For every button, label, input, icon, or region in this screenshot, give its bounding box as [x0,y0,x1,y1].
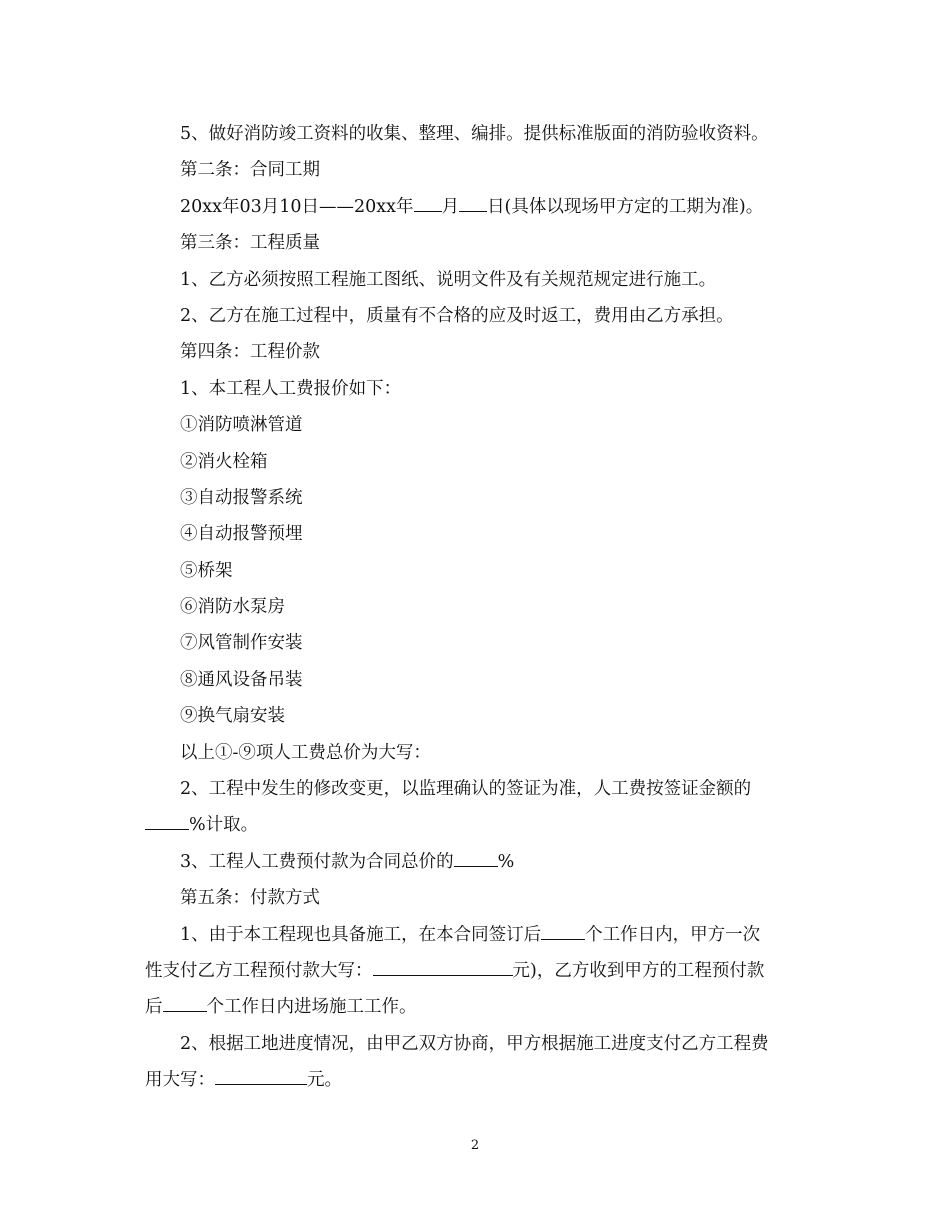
payment-1-text-e: 后 [145,997,163,1018]
document-body [145,116,810,1099]
price-list-item-4: ④自动报警预埋 [180,524,303,545]
payment-clause-1-line-3 [145,989,810,1025]
advance-amount-blank [373,960,513,976]
price-clause-1: 1、本工程人工费报价如下： [180,378,402,399]
price-list-item-6: ⑥消防水泵房 [180,597,285,618]
payment-2-text-c: 元。 [307,1070,342,1091]
price-list-item-8: ⑧通风设备吊装 [180,669,303,690]
price-clause-2: 2、工程中发生的修改变更，以监理确认的签证为准，人工费按签证金额的 [180,779,752,800]
price-list-item-1: ①消防喷淋管道 [180,415,303,436]
price-list-item-7: ⑦风管制作安装 [180,633,303,654]
price-list-item-2: ②消火栓箱 [180,451,268,472]
price-clause-3 [145,844,810,880]
price-list-item-5: ⑤桥架 [180,560,233,581]
payment-1-text-a: 1、由于本工程现也具备施工，在本合同签订后 [180,924,542,945]
workday-blank [541,924,585,940]
month-blank [414,196,442,212]
payment-1-text-b: 个工作日内，甲方一次 [585,924,761,945]
advance-percent-blank [454,851,498,867]
day-blank [459,196,487,212]
period-start-text: 20xx年03月10日——20xx年 [180,196,414,217]
payment-clause-2-line-2 [145,1062,810,1098]
period-end-text: 日(具体以现场甲方定的工期为准)。 [487,196,764,217]
entry-day-blank [163,996,207,1012]
percent-text: %计取。 [189,815,259,836]
advance-text: 3、工程人工费预付款为合同总价的 [180,851,454,872]
price-clause-2-continued [145,807,810,843]
payment-clause-1-line-2 [145,953,810,989]
contract-period-line [145,189,810,225]
price-list-item-3: ③自动报警系统 [180,487,303,508]
payment-1-text-d: 元)，乙方收到甲方的工程预付款 [512,960,765,981]
payment-clause-1-line-1 [145,917,810,953]
percent-blank [145,814,189,830]
payment-1-text-c: 性支付乙方工程预付款大写： [145,960,373,981]
price-list-item-9: ⑨换气扇安装 [180,706,285,727]
payment-2-text-b: 用大写： [145,1070,215,1091]
advance-percent-sign: % [497,851,515,872]
paragraph-item-5: 5、做好消防竣工资料的收集、整理、编排。提供标准版面的消防验收资料。 [180,124,769,144]
quality-clause-1: 1、乙方必须按照工程施工图纸、说明文件及有关规范规定进行施工。 [180,269,717,290]
month-text: 月 [441,196,460,217]
quality-clause-2: 2、乙方在施工过程中，质量有不合格的应及时返工，费用由乙方承担。 [180,305,734,326]
section-heading-5: 第五条：付款方式 [180,888,320,909]
payment-1-text-f: 个工作日内进场施工工作。 [206,997,417,1018]
progress-amount-blank [215,1069,307,1085]
section-heading-4: 第四条：工程价款 [180,342,320,363]
section-heading-2: 第二条：合同工期 [180,160,320,181]
section-heading-3: 第三条：工程质量 [180,233,320,254]
page-number: 2 [470,1138,480,1153]
price-total-line: 以上①-⑨项人工费总价为大写： [180,742,431,763]
payment-clause-2-line-1: 2、根据工地进度情况，由甲乙双方协商，甲方根据施工进度支付乙方工程费 [180,1033,769,1054]
